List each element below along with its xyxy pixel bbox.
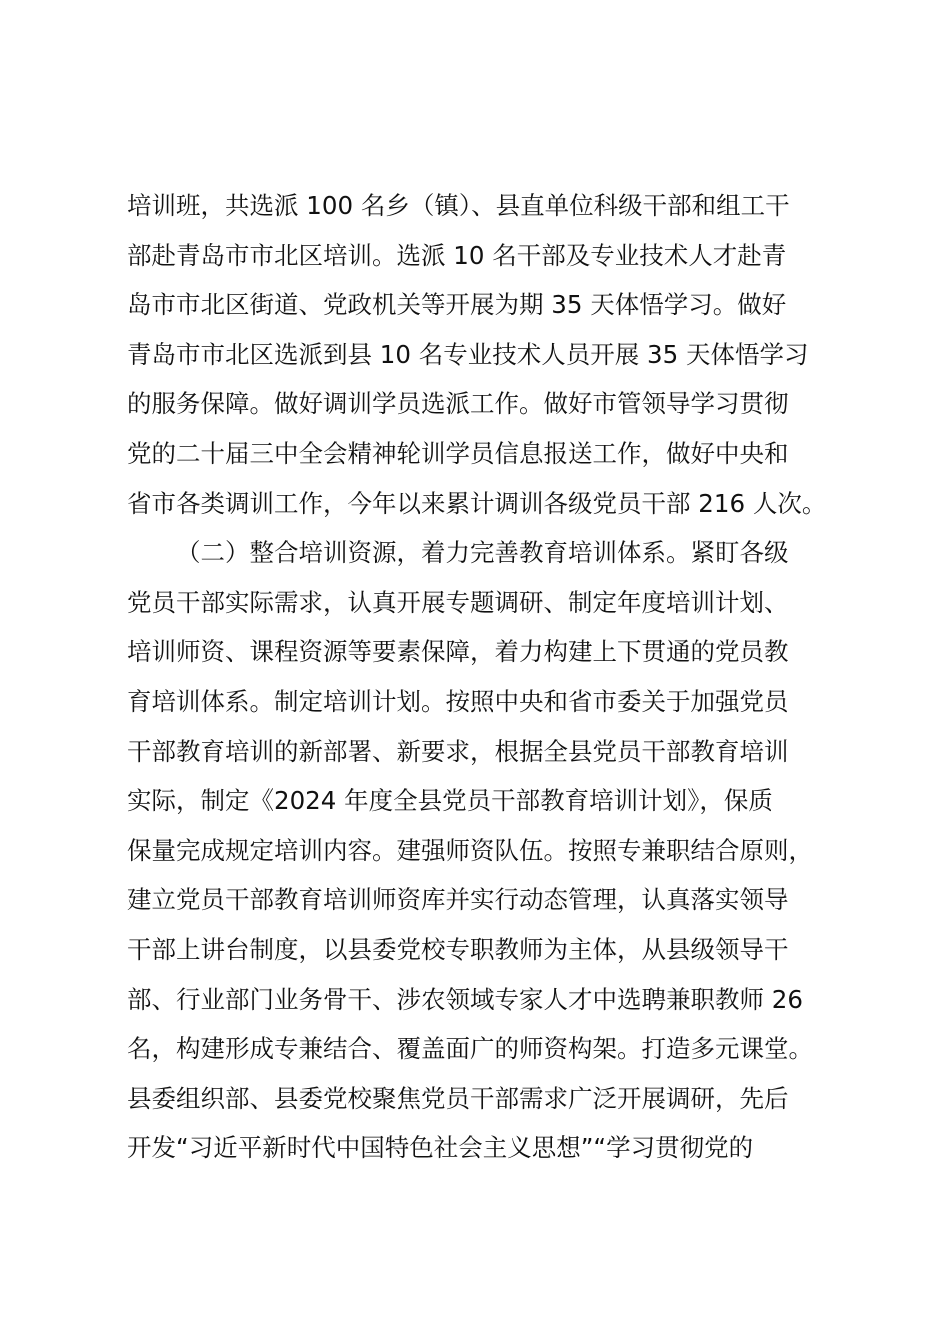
text-line: 保量完成规定培训内容。建强师资队伍。按照专兼职结合原则， [127,835,813,865]
text-line: 岛市市北区街道、党政机关等开展为期 35 天体悟学习。做好 [127,290,787,320]
text-line: 建立党员干部教育培训师资库并实行动态管理，认真落实领导 [127,885,789,915]
text-line: 育培训体系。制定培训计划。按照中央和省市委关于加强党员 [127,686,789,716]
text-line: 培训班，共选派 100 名乡（镇）、县直单位科级干部和组工干 [127,191,790,220]
text-line: 干部上讲台制度，以县委党校专职教师为主体，从县级领导干 [127,934,789,964]
body-text [127,181,837,1173]
text-line: 部、行业部门业务骨干、涉农领域专家人才中选聘兼职教师 26 [127,984,803,1014]
text-line: 名，构建形成专兼结合、覆盖面广的师资构架。打造多元课堂。 [127,1034,813,1064]
text-line: 青岛市市北区选派到县 10 名专业技术人员开展 35 天体悟学习 [127,339,809,369]
text-line: 的服务保障。做好调训学员选派工作。做好市管领导学习贯彻 [127,389,789,419]
text-line: 部赴青岛市市北区培训。选派 10 名干部及专业技术人才赴青 [127,240,787,270]
text-line: 省市各类调训工作，今年以来累计调训各级党员干部 216 人次。 [127,488,827,518]
section-heading-line: （二）整合培训资源，着力完善教育培训体系。紧盯各级 [176,538,789,568]
text-line: 实际，制定《2024 年度全县党员干部教育培训计划》，保质 [127,786,773,816]
text-line: 党员干部实际需求，认真开展专题调研、制定年度培训计划、 [127,587,789,617]
text-line: 培训师资、课程资源等要素保障，着力构建上下贯通的党员教 [127,637,789,667]
text-line: 县委组织部、县委党校聚焦党员干部需求广泛开展调研，先后 [127,1083,789,1113]
text-line: 干部教育培训的新部署、新要求，根据全县党员干部教育培训 [127,736,789,766]
text-line: 党的二十届三中全会精神轮训学员信息报送工作，做好中央和 [127,438,789,468]
text-line: 开发“习近平新时代中国特色社会主义思想”“学习贯彻党的 [127,1133,754,1163]
